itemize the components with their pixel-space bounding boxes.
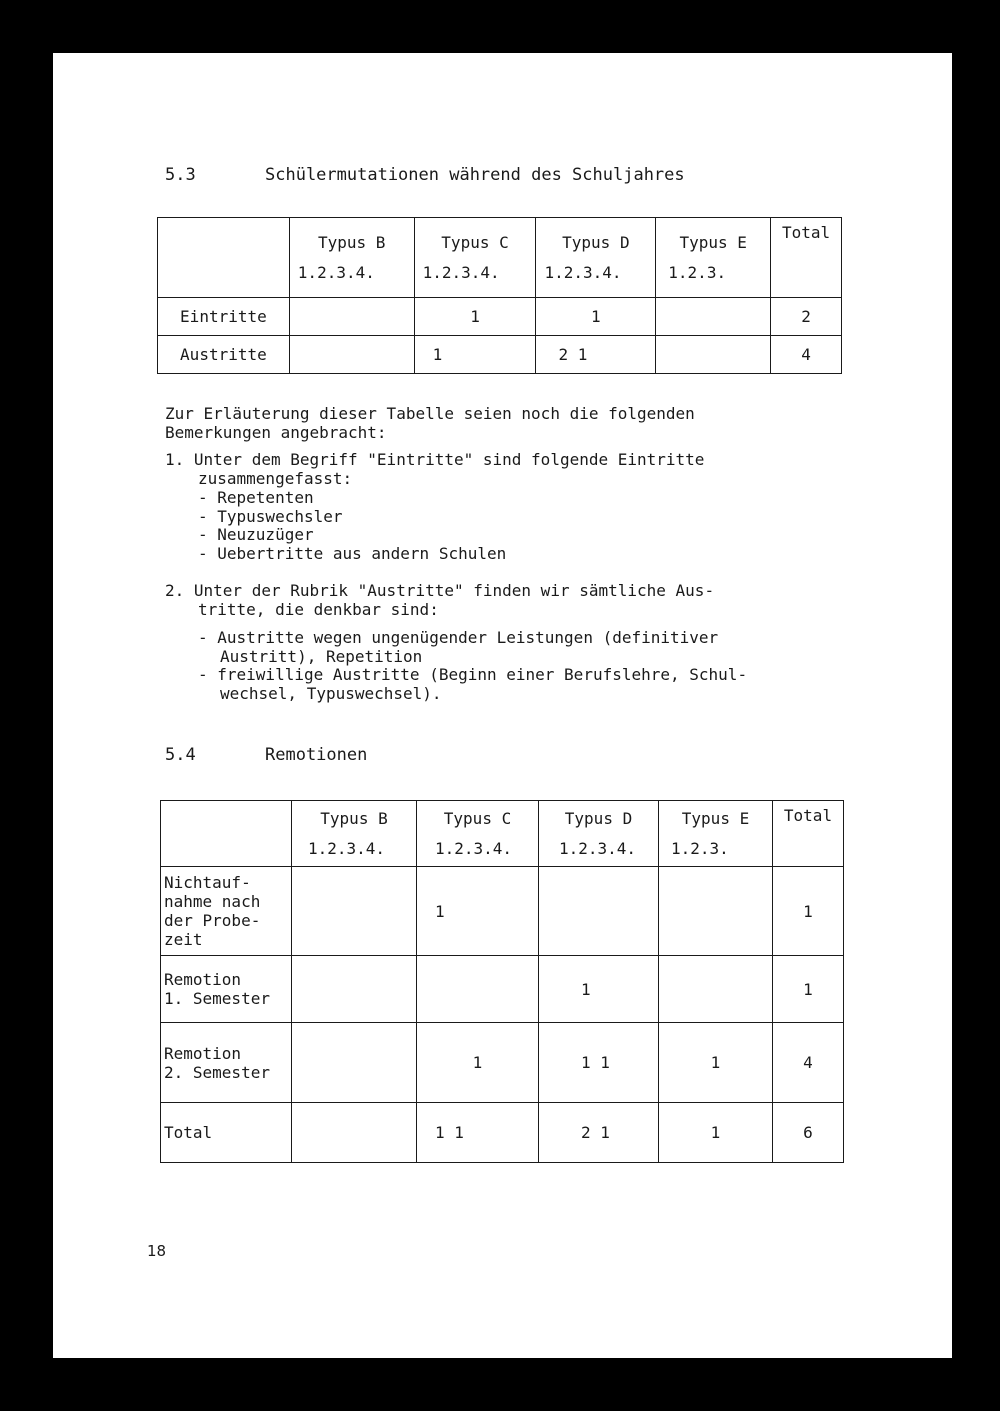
table-cell: 1 — [536, 298, 656, 336]
header-cell — [659, 801, 773, 867]
item2-line-2: tritte, die denkbar sind: — [198, 600, 439, 619]
table-cell: 6 — [773, 1103, 844, 1163]
header-type: Typus C — [441, 232, 509, 252]
table-header-row — [158, 218, 842, 298]
row-label: Remotion 2. Semester — [161, 1023, 292, 1103]
section-title: Remotionen — [265, 745, 368, 765]
header-cell — [289, 218, 414, 298]
table-row — [161, 956, 844, 1023]
item2-line-1: 2. Unter der Rubrik "Austritte" finden wir sämtliche Aus- — [165, 581, 715, 600]
bullet-item: - Uebertritte aus andern Schulen — [198, 544, 507, 563]
table-row — [161, 867, 844, 956]
header-type: Typus C — [443, 808, 512, 828]
table-cell: 1 — [659, 1023, 773, 1103]
bullet-item-continued: wechsel, Typuswechsel). — [220, 684, 442, 703]
table-row — [161, 1103, 844, 1163]
table-cell — [292, 1103, 417, 1163]
table-cell: 1 — [414, 336, 536, 374]
table-cell — [417, 956, 539, 1023]
section-number: 5.3 — [165, 165, 196, 185]
table-cell: 1 — [417, 867, 539, 956]
table-cell: 1 — [773, 956, 844, 1023]
header-type: Typus D — [564, 808, 633, 828]
table-cell: 1 — [414, 298, 536, 336]
table-cell: 1 — [659, 1103, 773, 1163]
header-cell — [417, 801, 539, 867]
header-type: Typus B — [320, 808, 388, 828]
mutations-table — [157, 217, 842, 374]
header-grades: 1.2.3. — [668, 262, 727, 282]
header-type: Total — [781, 223, 831, 242]
header-type: Typus D — [562, 232, 630, 252]
page-number: 18 — [147, 1242, 167, 1260]
table-cell — [539, 867, 659, 956]
intro-line-1: Zur Erläuterung dieser Tabelle seien noch die folgenden — [165, 404, 695, 423]
table-row — [158, 298, 842, 336]
header-grades: 1.2.3. — [671, 838, 729, 858]
bullet-item: - Neuzuzüger — [198, 525, 314, 544]
table-cell: 1 — [773, 867, 844, 956]
header-corner-cell — [161, 801, 292, 867]
table-cell: 1 1 — [539, 1023, 659, 1103]
table-cell — [289, 298, 414, 336]
table-cell: 2 — [771, 298, 842, 336]
intro-line-2: Bemerkungen angebracht: — [165, 423, 387, 442]
table-cell — [656, 336, 771, 374]
header-cell — [536, 218, 656, 298]
bullet-item: - Typuswechsler — [198, 507, 343, 526]
header-grades: 1.2.3.4. — [308, 838, 386, 858]
row-label: Total — [161, 1103, 292, 1163]
table-cell: 2 1 — [536, 336, 656, 374]
header-cell — [771, 218, 842, 298]
header-type: Typus B — [317, 232, 386, 252]
table-row — [161, 1023, 844, 1103]
table-cell — [292, 956, 417, 1023]
table-header-row — [161, 801, 844, 867]
header-cell — [414, 218, 536, 298]
table-cell — [292, 1023, 417, 1103]
item1-line-1: 1. Unter dem Begriff "Eintritte" sind folgende Eintritte — [165, 450, 705, 469]
item1-line-2: zusammengefasst: — [198, 469, 353, 488]
table-cell: 1 — [539, 956, 659, 1023]
header-type: Typus E — [681, 808, 750, 828]
table-cell — [292, 867, 417, 956]
header-cell — [656, 218, 771, 298]
bullet-item: - freiwillige Austritte (Beginn einer Berufslehre, Schul- — [198, 665, 748, 684]
table-cell: 2 1 — [539, 1103, 659, 1163]
bullet-item: - Austritte wegen ungenügender Leistungen (definitiver — [198, 628, 719, 647]
table-cell — [656, 298, 771, 336]
table-row — [158, 336, 842, 374]
table-cell — [289, 336, 414, 374]
header-grades: 1.2.3.4. — [559, 838, 637, 858]
header-type: Total — [783, 806, 833, 825]
table-cell — [659, 867, 773, 956]
bullet-item: - Repetenten — [198, 488, 314, 507]
row-label: Eintritte — [158, 298, 290, 336]
row-label: Remotion 1. Semester — [161, 956, 292, 1023]
remotions-table — [160, 800, 844, 1163]
row-label: Nichtauf- nahme nach der Probe- zeit — [161, 867, 292, 956]
header-corner-cell — [158, 218, 290, 298]
header-cell — [773, 801, 844, 867]
section-title: Schülermutationen während des Schuljahres — [265, 165, 685, 185]
section-number: 5.4 — [165, 745, 196, 765]
bullet-item-continued: Austritt), Repetition — [220, 647, 423, 666]
table-cell: 4 — [771, 336, 842, 374]
table-cell: 1 1 — [417, 1103, 539, 1163]
header-grades: 1.2.3.4. — [422, 262, 500, 282]
table-cell — [659, 956, 773, 1023]
header-grades: 1.2.3.4. — [544, 262, 622, 282]
document-page — [53, 53, 952, 1358]
header-type: Typus E — [679, 232, 747, 252]
header-cell — [292, 801, 417, 867]
header-cell — [539, 801, 659, 867]
row-label: Austritte — [158, 336, 290, 374]
header-grades: 1.2.3.4. — [297, 262, 375, 282]
header-grades: 1.2.3.4. — [435, 838, 513, 858]
table-cell: 4 — [773, 1023, 844, 1103]
table-cell: 1 — [417, 1023, 539, 1103]
